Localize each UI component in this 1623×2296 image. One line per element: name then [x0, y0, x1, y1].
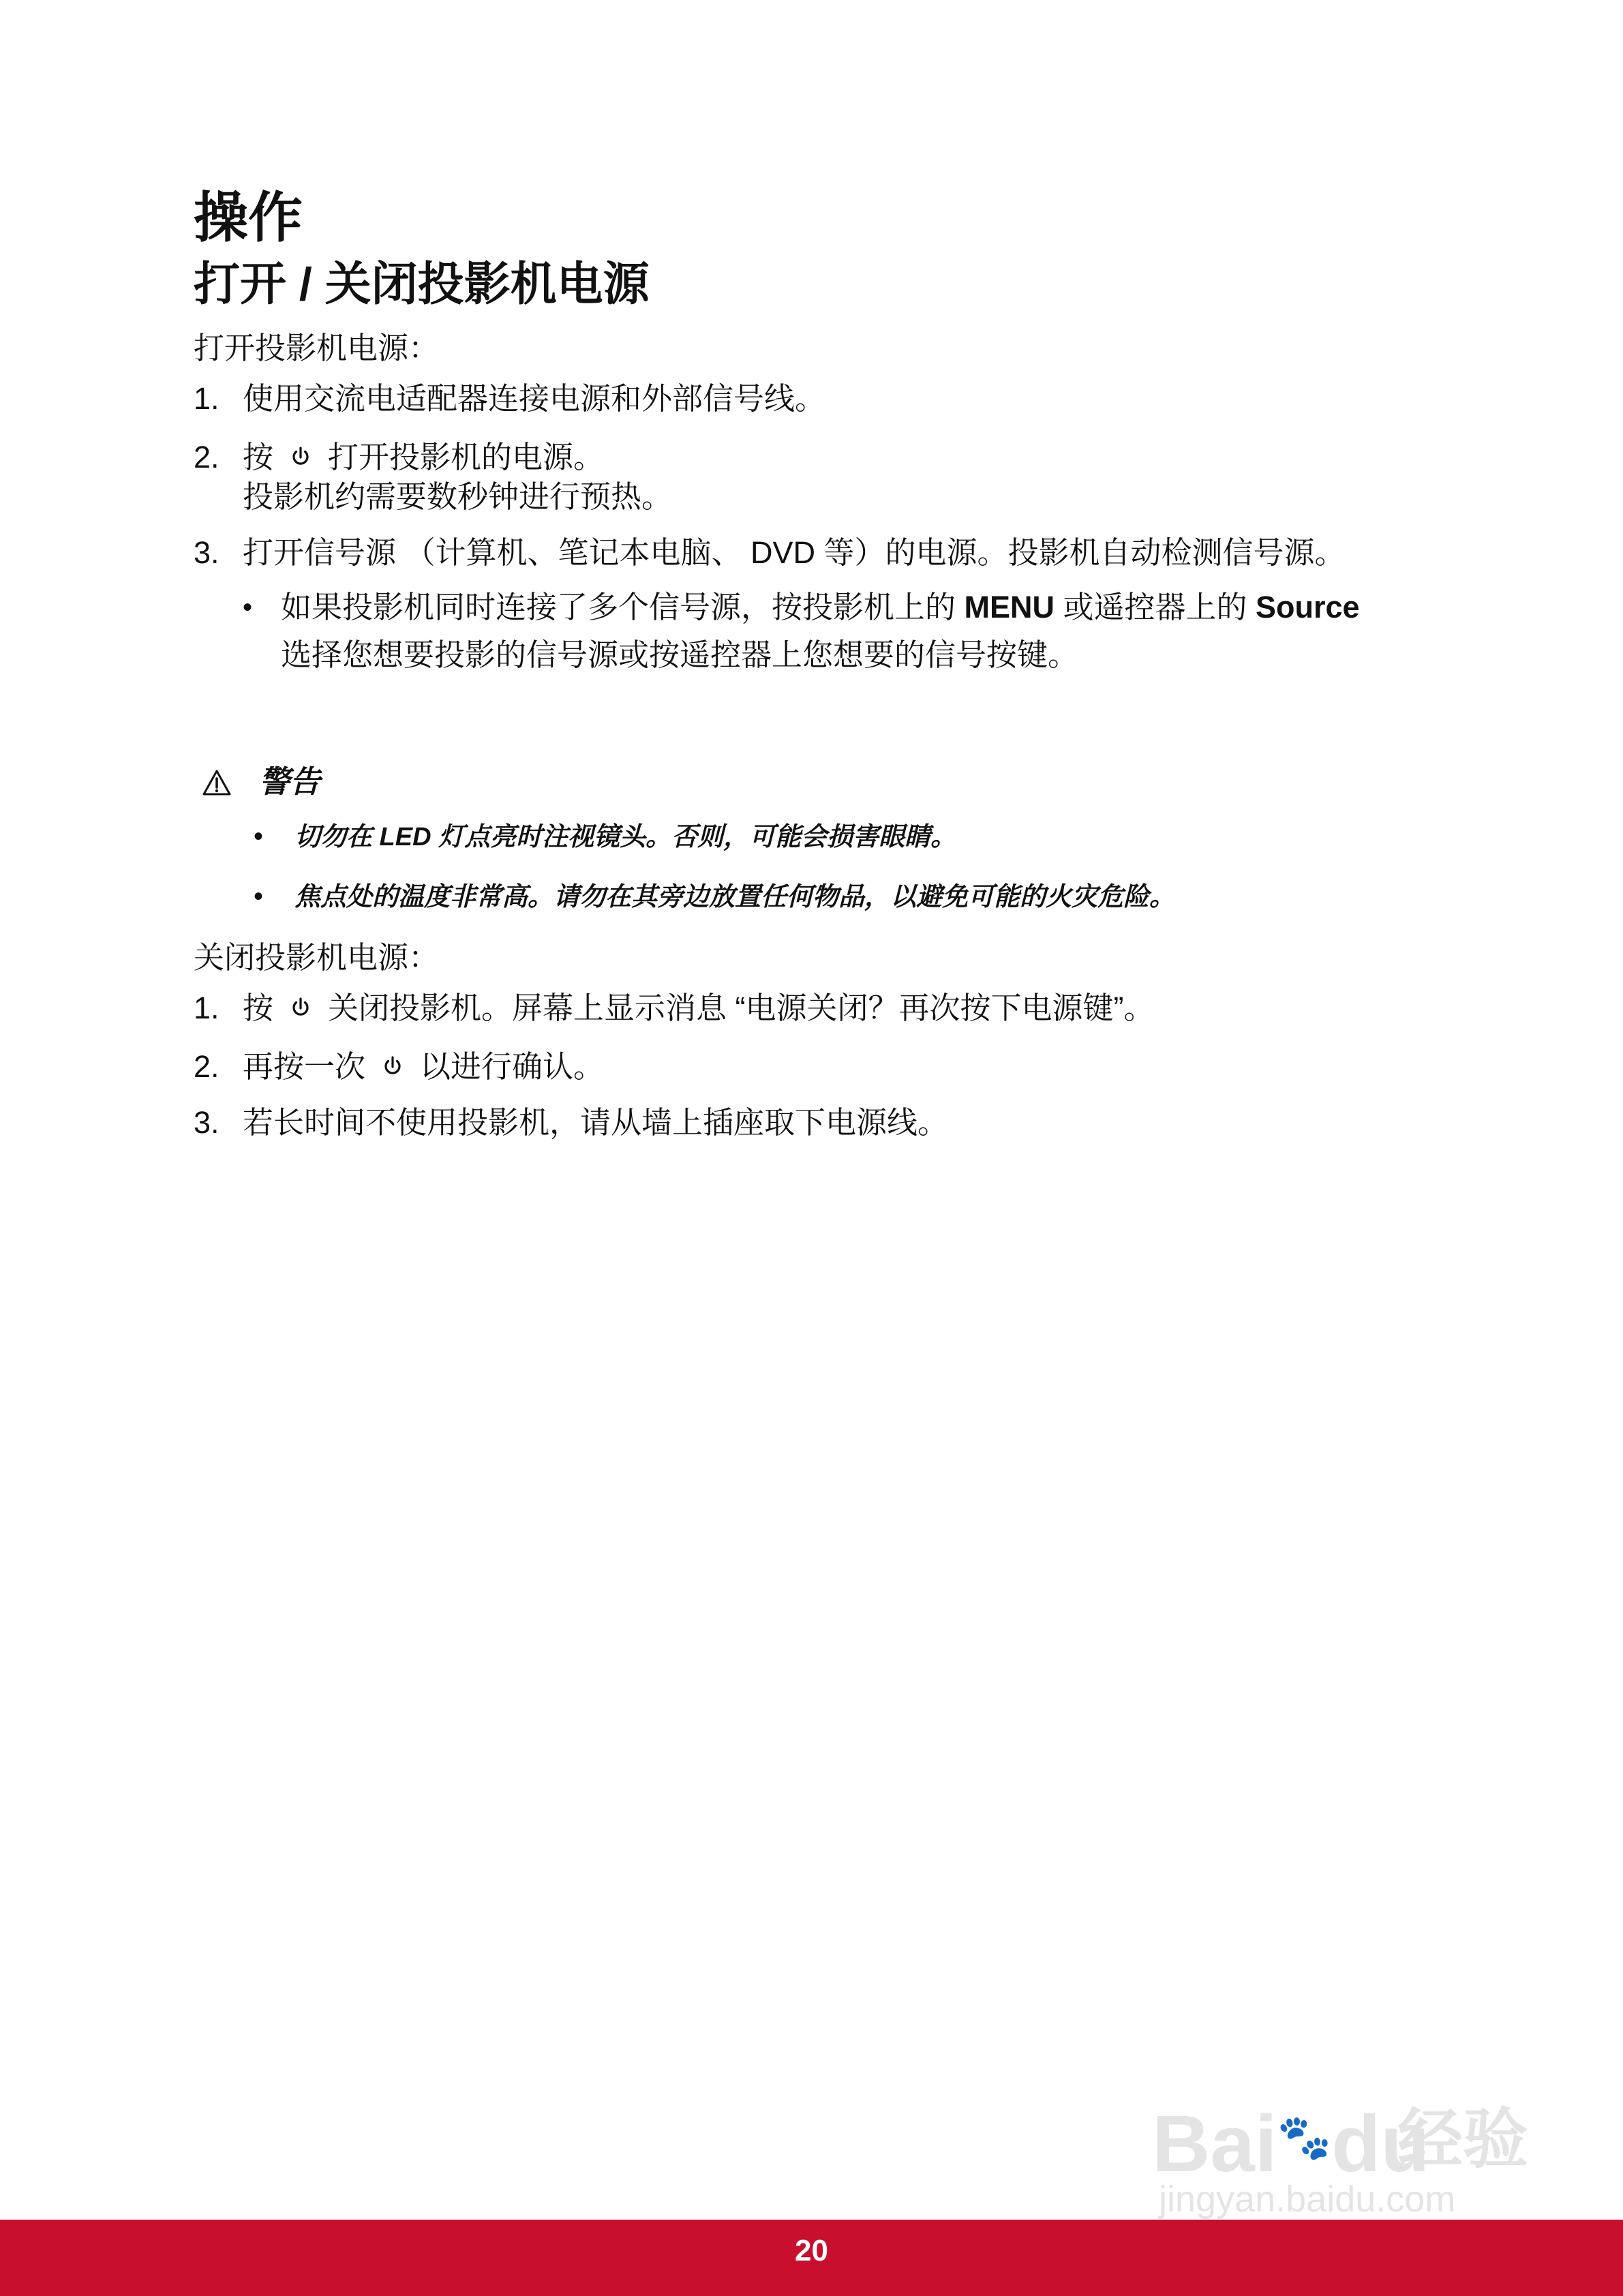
warning-triangle-icon	[202, 769, 232, 796]
power-off-step3-number: 3.	[194, 1105, 219, 1140]
power-on-intro: 打开投影机电源：	[194, 331, 440, 365]
bullet-dot: •	[243, 592, 253, 622]
power-off-step1-suffix: 关闭投影机。屏幕上显示消息 “电源关闭？再次按下电源键”。	[328, 991, 1155, 1025]
page-number: 20	[795, 2234, 828, 2267]
multi-source-text-a: 如果投影机同时连接了多个信号源，按投影机上的	[281, 590, 965, 624]
watermark-brand: Bai🐾du	[1152, 2099, 1430, 2189]
power-on-step2-note: 投影机约需要数秒钟进行预热。	[243, 479, 673, 514]
source-key-label: Source	[1256, 590, 1360, 624]
multi-source-note	[281, 586, 1360, 629]
power-on-step2-suffix: 打开投影机的电源。	[328, 440, 605, 474]
watermark-cn: 经验	[1397, 2103, 1528, 2176]
power-icon	[283, 439, 318, 466]
warning-item-1: 切勿在 LED 灯点亮时注视镜头。否则，可能会损害眼睛。	[294, 823, 957, 851]
power-icon	[283, 990, 318, 1017]
power-off-step2-prefix: 再按一次	[243, 1049, 366, 1084]
power-off-step2-number: 2.	[194, 1049, 219, 1084]
power-off-step2-suffix: 以进行确认。	[420, 1049, 605, 1084]
power-off-step2	[243, 1046, 604, 1088]
power-icon	[375, 1048, 410, 1076]
power-off-step3: 若长时间不使用投影机，请从墙上插座取下电源线。	[243, 1105, 949, 1140]
warning-title: 警告	[259, 764, 321, 799]
power-on-step2-prefix: 按	[243, 440, 274, 474]
section-title: 操作	[194, 187, 303, 248]
paw-print-icon: 🐾	[1277, 2113, 1332, 2162]
power-off-intro: 关闭投影机电源：	[194, 940, 440, 975]
power-off-step1	[243, 987, 1155, 1029]
multi-source-note-line2: 选择您想要投影的信号源或按遥控器上您想要的信号按键。	[281, 637, 1079, 672]
power-on-step2-number: 2.	[194, 440, 219, 474]
subsection-title: 打开 / 关闭投影机电源	[194, 258, 650, 310]
menu-key-label: MENU	[964, 590, 1055, 624]
power-on-step1-number: 1.	[194, 381, 219, 416]
power-on-step3-number: 3.	[194, 535, 219, 570]
power-off-step1-prefix: 按	[243, 991, 274, 1025]
multi-source-text-b: 或遥控器上的	[1055, 590, 1256, 624]
watermark-url: jingyan.baidu.com	[1159, 2179, 1456, 2220]
warning-item-2: 焦点处的温度非常高。请勿在其旁边放置任何物品，以避免可能的火灾危险。	[294, 883, 1176, 911]
warning-bullet-2: •	[254, 881, 264, 911]
power-on-step3: 打开信号源 （计算机、笔记本电脑、 DVD 等）的电源。投影机自动检测信号源。	[243, 535, 1346, 570]
power-off-step1-number: 1.	[194, 991, 219, 1025]
power-on-step1: 使用交流电适配器连接电源和外部信号线。	[243, 381, 826, 416]
power-on-step2	[243, 436, 604, 479]
warning-bullet-1: •	[254, 821, 264, 851]
